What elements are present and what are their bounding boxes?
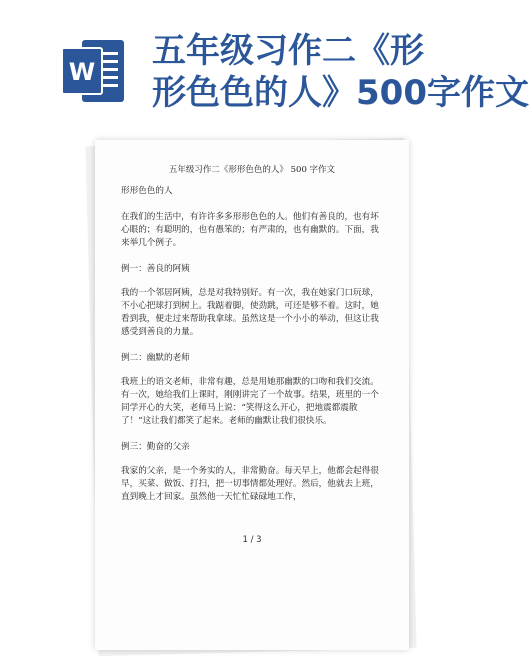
page-title-line-1: 五年级习作二《形: [152, 31, 424, 71]
paragraph: 我家的父亲，是一个务实的人，非常勤奋。每天早上，他都会起得很早，买菜、做饭、打扫，把一切事情都处理好。然后，他就去上班，直到晚上才回家。虽然他一天忙忙碌碌地工作，: [121, 466, 379, 502]
paragraph: 我班上的语文老师，非常有趣，总是用她那幽默的口吻和我们交流。有一次，她给我们上课时，刚刚讲完了一个故事。结果，班里的一个同学开心的大笑，老师马上说：“笑得这么开心，把地震都震散了！”这让我们都笑了起来。老师的幽默让我们很快乐。: [121, 377, 379, 426]
document-body: [121, 185, 383, 517]
page-title-line-2: 形色色的人》500字作文: [152, 73, 529, 113]
paragraph: 在我们的生活中，有许许多多形形色色的人。他们有善良的，也有坏心眼的；有聪明的，也有愚笨的；有严肃的，也有幽默的。下面，我来举几个例子。: [121, 212, 379, 248]
logo-letter: W: [68, 58, 96, 86]
document-title: 五年级习作二《形形色色的人》 500 字作文: [168, 165, 336, 175]
section-heading: 例一：善良的阿姨: [121, 264, 190, 274]
page-indicator: 1 / 3: [242, 535, 262, 545]
section-heading: 例二：幽默的老师: [121, 353, 190, 363]
paragraph: 我的一个邻居阿姨，总是对我特别好。有一次，我在她家门口玩球，不小心把球打到树上。我踮着脚，使劲跳，可还是够不着。这时，她看到我，便走过来帮助我拿球。虽然这是一个小小的举动，但这让我感受到善良的力量。: [121, 288, 379, 337]
paragraph-heading: 形形色色的人: [121, 186, 173, 196]
document-page: [95, 140, 409, 650]
page-title: [152, 30, 529, 114]
section-heading: 例三：勤奋的父亲: [121, 442, 190, 452]
word-document-icon: [60, 38, 126, 104]
header-banner: [0, 0, 529, 130]
